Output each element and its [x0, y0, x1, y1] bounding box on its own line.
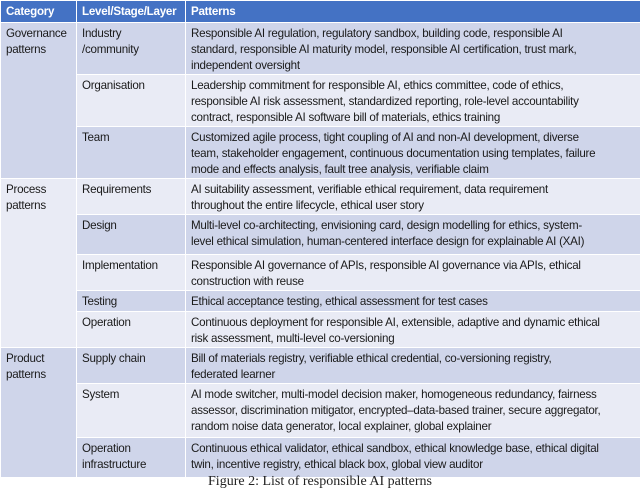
figure-caption: Figure 2: List of responsible AI patterns [0, 474, 640, 490]
level-cell: Operation [77, 312, 186, 348]
header-row [1, 1, 640, 23]
level-cell: Testing [77, 291, 186, 312]
table-row [1, 75, 640, 127]
patterns-cell: Continuous deployment for responsible AI, extensible, adaptive and dynamic ethical risk assessment, multi-level co-versioning [186, 312, 640, 348]
level-cell: Implementation [77, 255, 186, 291]
table-row [1, 179, 640, 215]
level-cell: Operation infrastructure [77, 438, 186, 478]
header-category: Category [1, 1, 77, 23]
level-cell: Design [77, 215, 186, 255]
patterns-cell: Responsible AI governance of APIs, responsible AI governance via APIs, ethical construction with reuse [186, 255, 640, 291]
category-cell: Governance patterns [1, 23, 77, 179]
level-cell: Organisation [77, 75, 186, 127]
level-cell: Industry /community [77, 23, 186, 75]
table-row [1, 291, 640, 312]
patterns-cell: Multi-level co-architecting, envisioning card, design modelling for ethics, system- level ethical simulation, human-centered interface design for explainable AI (XAI) [186, 215, 640, 255]
table-row [1, 312, 640, 348]
patterns-cell: Leadership commitment for responsible AI, ethics committee, code of ethics, responsible AI risk assessment, standardized reporting, role-level accountability contract, responsible AI software bill of materials, ethics training [186, 75, 640, 127]
level-cell: Team [77, 127, 186, 179]
level-cell: Requirements [77, 179, 186, 215]
table-row [1, 384, 640, 438]
header-patterns: Patterns [186, 1, 640, 23]
patterns-cell: Customized agile process, tight coupling of AI and non-AI development, diverse team, stakeholder engagement, continuous documentation using templates, failure mode and effects analysis, fault tree analysis, verifiable claim [186, 127, 640, 179]
category-cell: Product patterns [1, 348, 77, 478]
table-row [1, 215, 640, 255]
category-cell: Process patterns [1, 179, 77, 348]
table-row [1, 438, 640, 478]
table-row [1, 348, 640, 384]
table-row [1, 127, 640, 179]
table-row [1, 23, 640, 75]
patterns-cell: Ethical acceptance testing, ethical assessment for test cases [186, 291, 640, 312]
table-row [1, 255, 640, 291]
patterns-cell: Bill of materials registry, verifiable ethical credential, co-versioning registry, federated learner [186, 348, 640, 384]
level-cell: System [77, 384, 186, 438]
patterns-cell: AI suitability assessment, verifiable ethical requirement, data requirement throughout the entire lifecycle, ethical user story [186, 179, 640, 215]
patterns-cell: Responsible AI regulation, regulatory sandbox, building code, responsible AI standard, responsible AI maturity model, responsible AI certification, trust mark, independent oversight [186, 23, 640, 75]
patterns-cell: Continuous ethical validator, ethical sandbox, ethical knowledge base, ethical digital twin, incentive registry, ethical black box, global view auditor [186, 438, 640, 478]
patterns-cell: AI mode switcher, multi-model decision maker, homogeneous redundancy, fairness assessor, discrimination mitigator, encrypted–data-based trainer, secure aggregator, random noise data generator, local explainer, global explainer [186, 384, 640, 438]
header-level: Level/Stage/Layer [77, 1, 186, 23]
level-cell: Supply chain [77, 348, 186, 384]
